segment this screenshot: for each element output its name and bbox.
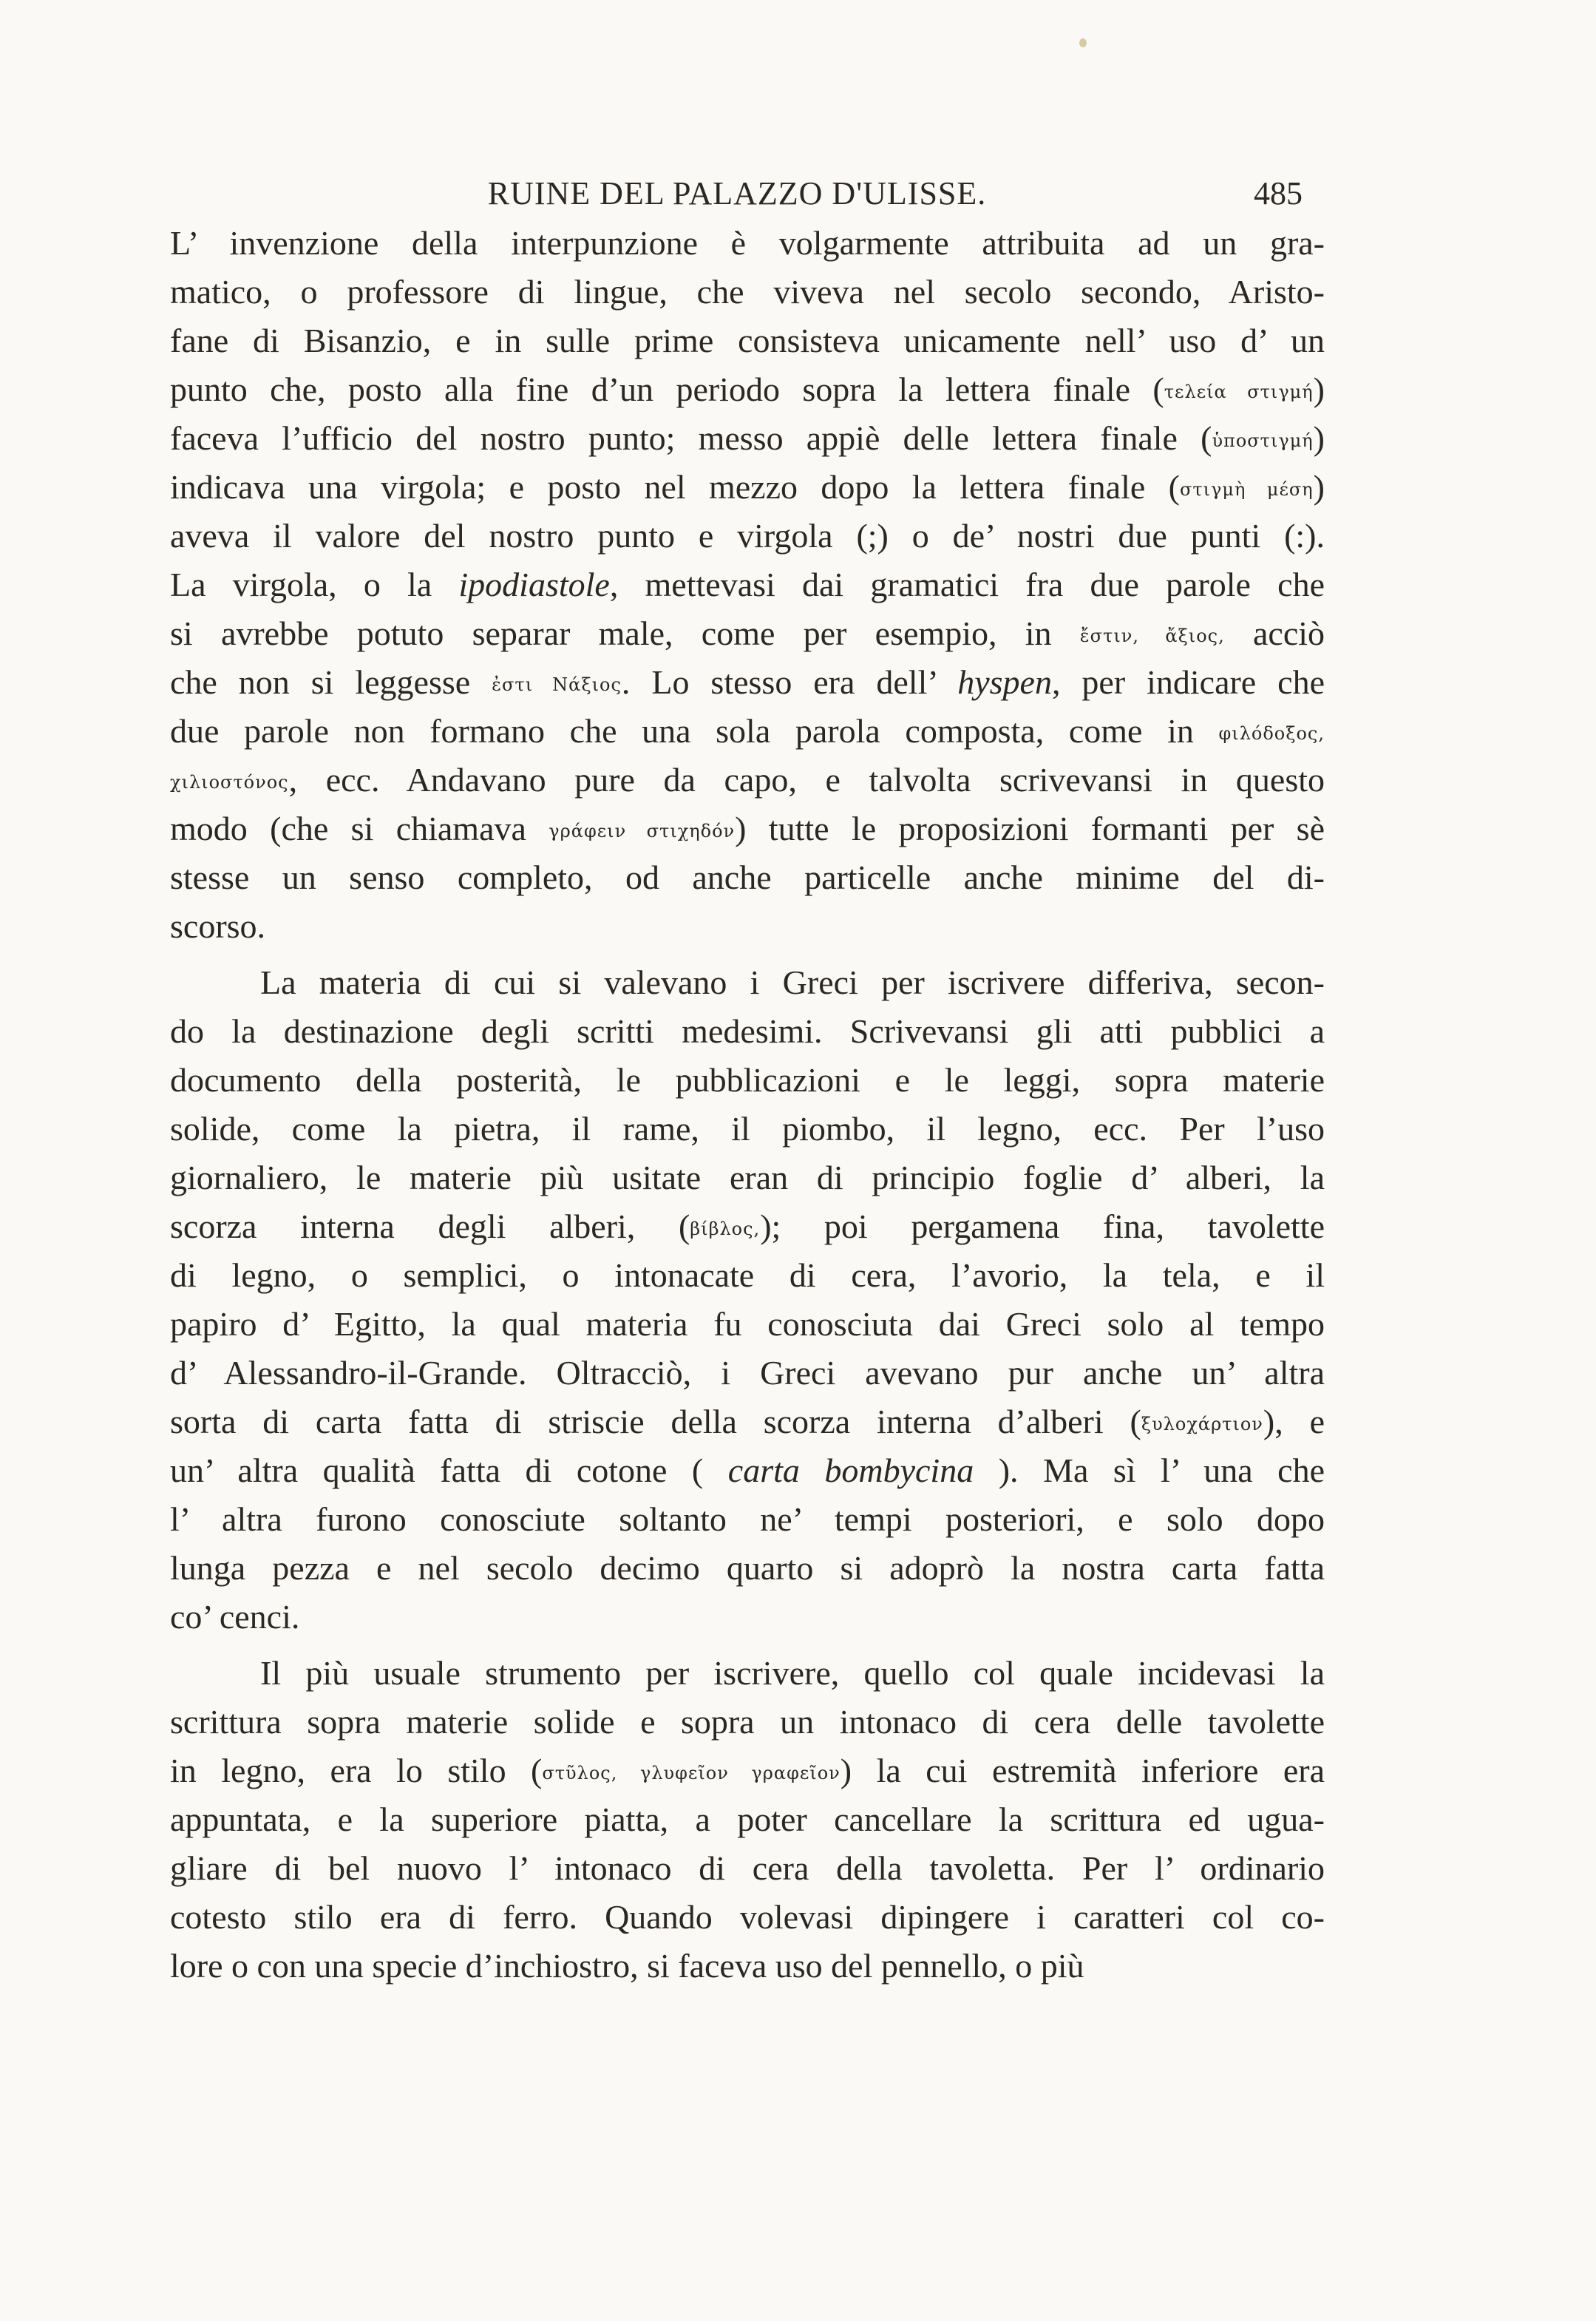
text-run: faceva l’ufficio del nostro punto; messo appiè delle lettera finale ( — [170, 419, 1212, 457]
paragraph — [170, 219, 1325, 951]
text-line — [170, 365, 1325, 414]
text-run: indicava una virgola; e posto nel mezzo dopo la lettera finale ( — [170, 468, 1180, 506]
text-line — [170, 902, 1325, 951]
greek-term: φιλόδοξος, — [1218, 723, 1325, 744]
greek-term: στῦλος, γλυφεῖον γραφεῖον — [542, 1763, 841, 1783]
text-line — [170, 958, 1325, 1007]
text-line — [170, 1105, 1325, 1153]
text-line — [170, 512, 1325, 560]
text-run: che non si leggesse — [170, 663, 492, 701]
text-line — [170, 1446, 1325, 1495]
text-run: ) la cui estremità inferiore era — [840, 1752, 1325, 1789]
text-line — [170, 1495, 1325, 1544]
text-line — [170, 804, 1325, 853]
text-line — [170, 1349, 1325, 1397]
text-line — [170, 1007, 1325, 1056]
text-run: modo (che si chiamava — [170, 810, 549, 847]
greek-term: γράφειν στιχηδόν — [549, 821, 736, 841]
text-run: co’ cenci. — [170, 1598, 300, 1636]
text-run: matico, o professore di lingue, che viveva nel secolo secondo, Aristo- — [170, 273, 1325, 311]
greek-term: στιγμὴ μέση — [1179, 479, 1314, 500]
greek-term: τελεία στιγμή — [1164, 382, 1314, 402]
text-line — [170, 463, 1325, 512]
text-line — [170, 1397, 1325, 1446]
text-run: aveva il valore del nostro punto e virgola (;) o de’ nostri due punti (:). — [170, 517, 1325, 555]
text-run: La materia di cui si valevano i Greci per iscrivere differiva, secon- — [260, 963, 1325, 1001]
text-line — [170, 1544, 1325, 1593]
italic-term: ipodiastole — [458, 566, 610, 603]
greek-term: ἐστι Νάξιος — [492, 674, 622, 695]
text-run: , ecc. Andavano pure da capo, e talvolta scrivevansi in questo — [288, 761, 1325, 799]
text-line — [170, 756, 1325, 804]
italic-term: carta bombycina — [703, 1451, 999, 1489]
running-title: RUINE DEL PALAZZO D'ULISSE. — [487, 175, 987, 211]
text-run: ) tutte le proposizioni formanti per sè — [735, 810, 1325, 847]
text-run: d’ Alessandro-il-Grande. Oltracciò, i Greci avevano pur anche un’ altra — [170, 1354, 1325, 1392]
text-run: L’ invenzione della interpunzione è volgarmente attribuita ad un gra- — [170, 224, 1325, 262]
text-line — [170, 1153, 1325, 1202]
paragraph-gap — [170, 1641, 1325, 1649]
text-run: , mettevasi dai gramatici fra due parole che — [609, 566, 1325, 603]
text-run: sorta di carta fatta di striscie della scorza interna d’alberi ( — [170, 1403, 1141, 1440]
text-run: Il più usuale strumento per iscrivere, quello col quale incidevasi la — [260, 1654, 1325, 1692]
text-line — [170, 1698, 1325, 1746]
text-line — [170, 414, 1325, 463]
text-line — [170, 1844, 1325, 1893]
text-line — [170, 1056, 1325, 1105]
text-line — [170, 1942, 1325, 1990]
text-run: lore o con una specie d’inchiostro, si faceva uso del pennello, o più — [170, 1947, 1084, 1985]
text-run: ). Ma sì l’ una che — [998, 1451, 1325, 1489]
text-run: ) — [1313, 370, 1325, 408]
text-line — [170, 1795, 1325, 1844]
paper-speck — [1079, 38, 1087, 47]
text-run: papiro d’ Egitto, la qual materia fu conosciuta dai Greci solo al tempo — [170, 1305, 1325, 1343]
text-line — [170, 560, 1325, 609]
greek-term: χιλιοστόνος — [170, 772, 289, 793]
text-run: punto che, posto alla fine d’un periodo sopra la lettera finale ( — [170, 370, 1164, 408]
text-line — [170, 268, 1325, 316]
text-run: La virgola, o la — [170, 566, 459, 603]
text-run: acciò — [1224, 614, 1325, 652]
text-run: stesse un senso completo, od anche particelle anche minime del di- — [170, 858, 1325, 896]
text-line — [170, 1746, 1325, 1795]
text-line — [170, 853, 1325, 902]
text-run: ), e — [1263, 1403, 1325, 1440]
text-line — [170, 1893, 1325, 1942]
text-run: un’ altra qualità fatta di cotone ( — [170, 1451, 704, 1489]
text-run: solide, come la pietra, il rame, il piombo, il legno, ecc. Per l’uso — [170, 1110, 1325, 1148]
text-run: do la destinazione degli scritti medesimi. Scrivevansi gli atti pubblici a — [170, 1012, 1325, 1050]
paragraph-gap — [170, 951, 1325, 958]
text-line — [170, 1300, 1325, 1349]
text-line — [170, 707, 1325, 756]
text-run: fane di Bisanzio, e in sulle prime consisteva unicamente nell’ uso d’ un — [170, 322, 1325, 359]
text-run: ) — [1313, 419, 1325, 457]
text-run: in legno, era lo stilo ( — [170, 1752, 543, 1789]
text-run: due parole non formano che una sola parola composta, come in — [170, 712, 1219, 750]
text-line — [170, 1649, 1325, 1698]
text-run: si avrebbe potuto separar male, come per esempio, in — [170, 614, 1080, 652]
greek-term: ἔστιν, ἄξιος, — [1079, 626, 1225, 646]
running-head — [172, 172, 1303, 216]
text-run: lunga pezza e nel secolo decimo quarto si adoprò la nostra carta fatta — [170, 1549, 1325, 1587]
text-line — [170, 609, 1325, 658]
text-run: giornaliero, le materie più usitate eran di principio foglie d’ alberi, la — [170, 1159, 1325, 1196]
paragraph — [170, 958, 1325, 1641]
text-run: . Lo stesso era dell’ — [621, 663, 958, 701]
italic-term: hyspen — [957, 663, 1052, 701]
text-run: appuntata, e la superiore piatta, a poter cancellare la scrittura ed ugua- — [170, 1800, 1325, 1838]
page-number: 485 — [1254, 175, 1303, 211]
paragraph — [170, 1649, 1325, 1990]
text-run: cotesto stilo era di ferro. Quando volevasi dipingere i caratteri col co- — [170, 1898, 1325, 1936]
text-run: gliare di bel nuovo l’ intonaco di cera della tavoletta. Per l’ ordinario — [170, 1849, 1325, 1887]
text-run: ); poi pergamena fina, tavolette — [760, 1207, 1325, 1245]
text-line — [170, 316, 1325, 365]
greek-term: ξυλοχάρτιον — [1141, 1414, 1263, 1434]
body-text — [170, 219, 1325, 1990]
text-run: , per indicare che — [1051, 663, 1325, 701]
text-line — [170, 658, 1325, 707]
text-run: l’ altra furono conosciute soltanto ne’ tempi posteriori, e solo dopo — [170, 1500, 1325, 1538]
text-run: ) — [1313, 468, 1325, 506]
text-run: scrittura sopra materie solide e sopra un intonaco di cera delle tavolette — [170, 1703, 1325, 1741]
text-line — [170, 1593, 1325, 1641]
text-line — [170, 219, 1325, 268]
text-run: di legno, o semplici, o intonacate di cera, l’avorio, la tela, e il — [170, 1256, 1325, 1294]
text-run: documento della posterità, le pubblicazioni e le leggi, sopra materie — [170, 1061, 1325, 1099]
greek-term: ὑποστιγμή — [1212, 430, 1314, 451]
text-line — [170, 1251, 1325, 1300]
text-run: scorso. — [170, 907, 266, 945]
text-run: scorza interna degli alberi, ( — [170, 1207, 690, 1245]
greek-term: βίβλος, — [690, 1219, 761, 1239]
text-line — [170, 1202, 1325, 1251]
